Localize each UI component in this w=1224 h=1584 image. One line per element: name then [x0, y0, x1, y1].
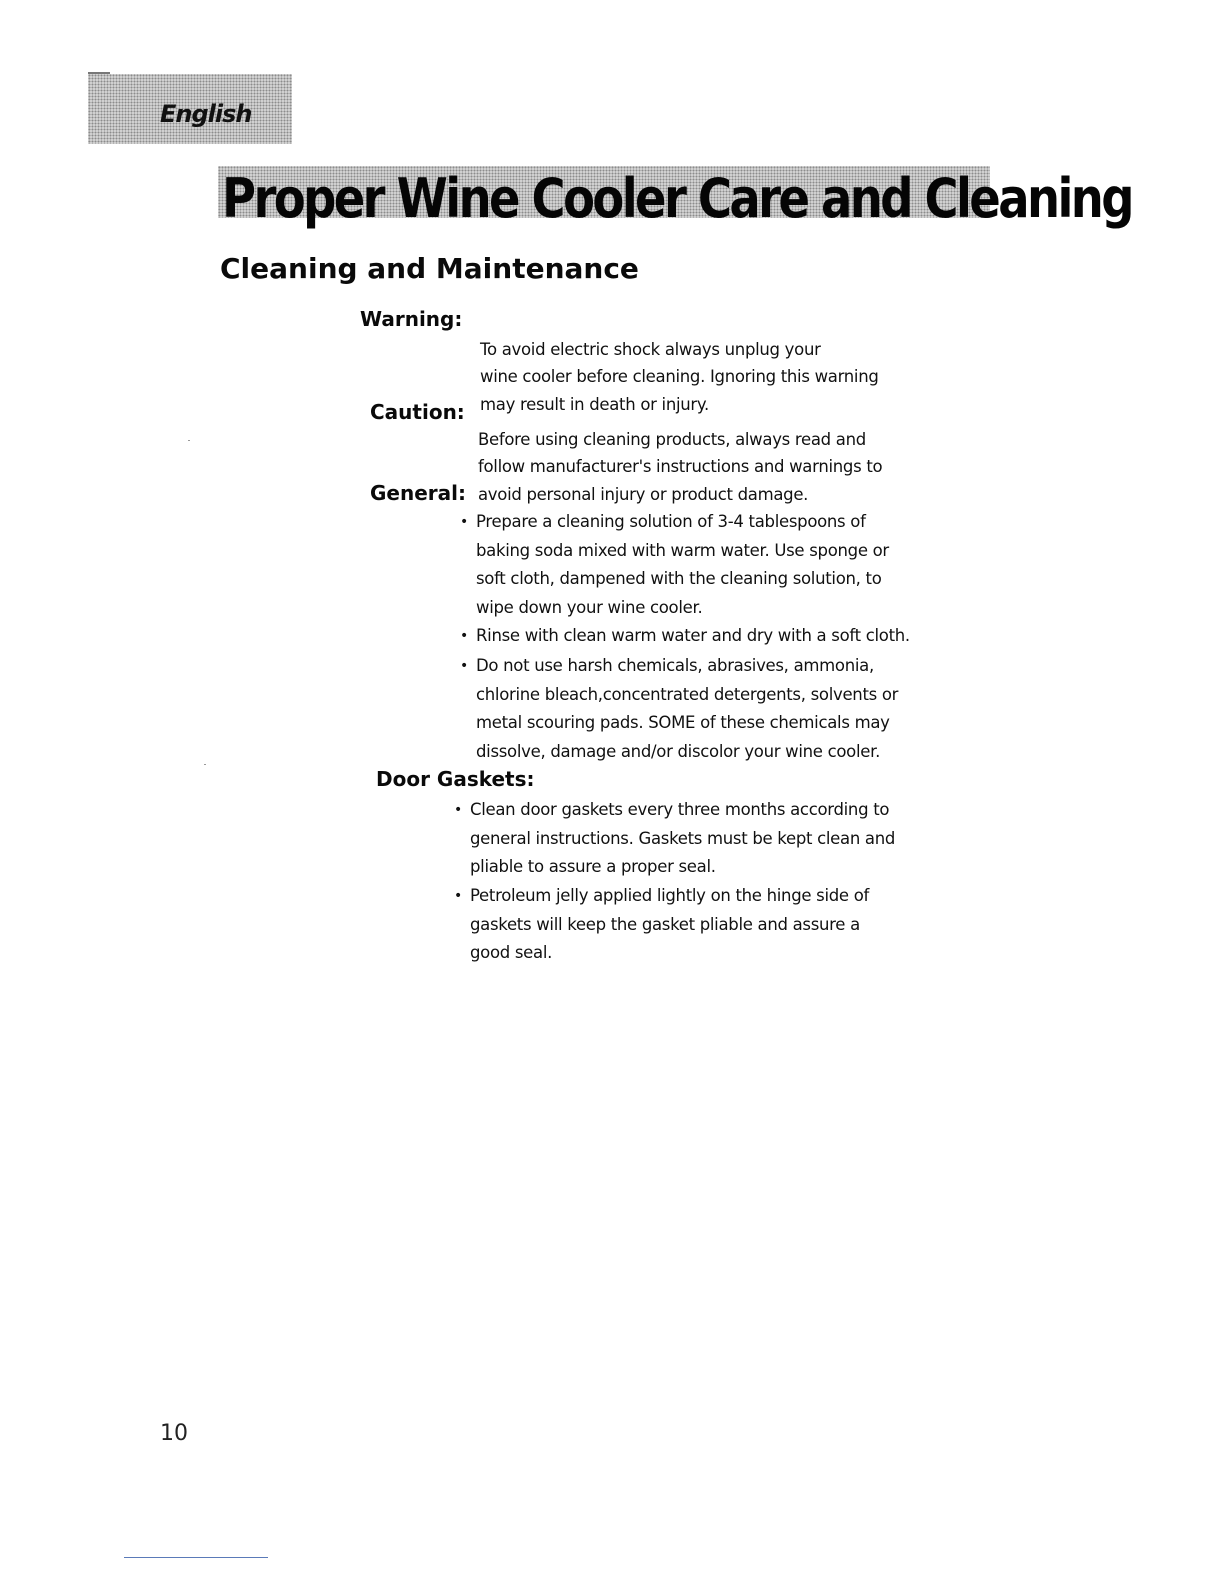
bottom-rule: [124, 1557, 268, 1558]
door-gaskets-label: Door Gaskets:: [376, 767, 535, 791]
bullet-icon: •: [460, 658, 469, 674]
scan-speck: [188, 440, 190, 441]
warning-label: Warning:: [360, 307, 463, 331]
warning-text-content: To avoid electric shock always unplug your wine cooler before cleaning. Ignoring this warning may result in death or injury.: [480, 339, 879, 414]
general-bullet-2: Rinse with clean warm water and dry with a soft cloth.: [476, 626, 910, 645]
bullet-icon: •: [454, 888, 463, 904]
section-heading: Cleaning and Maintenance: [220, 252, 639, 285]
door-gaskets-bullet-1: Clean door gaskets every three months according to general instructions. Gaskets must be kept clean and pliable to assure a proper seal.: [470, 800, 896, 876]
page-title: Proper Wine Cooler Care and Cleaning: [222, 167, 1132, 230]
caution-label: Caution:: [370, 400, 465, 424]
bullet-icon: •: [460, 514, 469, 530]
caution-text-content: Before using cleaning products, always read and follow manufacturer's instructions and warnings to avoid personal injury or product damage.: [478, 429, 883, 504]
door-gaskets-bullet-2: Petroleum jelly applied lightly on the hinge side of gaskets will keep the gasket pliable and assure a good seal.: [470, 886, 870, 962]
general-label: General:: [370, 481, 466, 505]
general-bullet-1: Prepare a cleaning solution of 3-4 tablespoons of baking soda mixed with warm water. Use sponge or soft cloth, dampened with the cleaning solution, to wipe down your wine cooler.: [476, 512, 889, 617]
scan-speck: [204, 764, 206, 765]
bullet-icon: •: [454, 802, 463, 818]
general-bullet-3: Do not use harsh chemicals, abrasives, ammonia, chlorine bleach,concentrated detergents, solvents or metal scouring pads. SOME of these chemicals may dissolve, damage and/or discolor your wine cooler.: [476, 656, 899, 761]
language-tab-label: English: [160, 100, 252, 128]
caution-text: [478, 398, 882, 508]
page-number: 10: [160, 1421, 188, 1446]
bullet-icon: •: [460, 628, 469, 644]
